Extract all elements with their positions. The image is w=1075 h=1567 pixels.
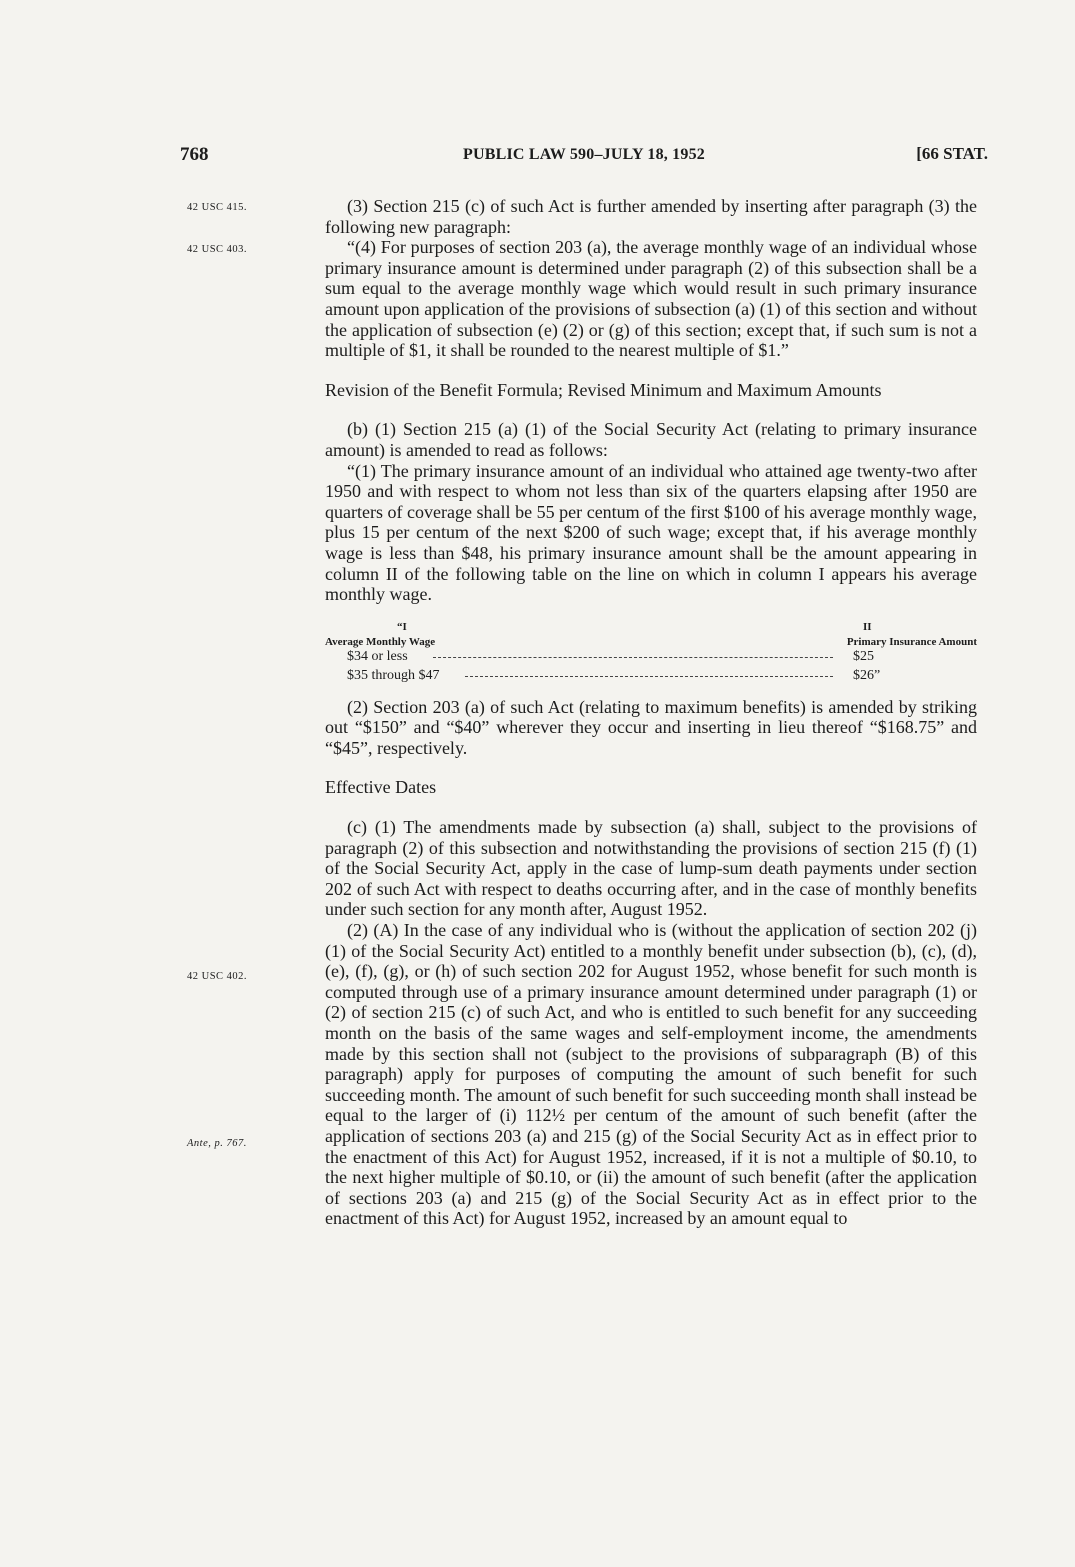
page-title: PUBLIC LAW 590–JULY 18, 1952 (463, 146, 705, 163)
paragraph-4-quoted: “(4) For purposes of section 203 (a), the average monthly wage of an individual whose primary insurance amount is determined under paragraph (2) of this subsection shall be a sum equal to the average monthly wage which would result in such primary insurance amount upon application of the provisions of subsection (a) (1) of this section and without the application of subsection (e) (2) or (g) of this section; except that, if such sum is not a multiple of $1, it shall be rounded to the nearest multiple of $1.” (325, 237, 977, 361)
statute-reference: [66 STAT. (916, 144, 988, 163)
table-cell-wage: $35 through $47 (347, 667, 440, 683)
leader-dots (465, 676, 833, 677)
margin-note-usc-402: 42 USC 402. (187, 971, 248, 982)
page-number: 768 (180, 144, 209, 165)
table-cell-amount: $25 (853, 648, 874, 664)
paragraph-c2a: (2) (A) In the case of any individual who is (without the application of section 202 (j) (1) of the Social Security Act) entitled to a monthly benefit under subsection (b), (c), (d), (e), (f), (g), or (h) of such section 202 for August 1952, whose benefit for such month is computed through use of a primary insurance amount determined under paragraph (1) or (2) of section 215 (c) of such Act, and who is entitled to such benefit for any succeeding month on the basis of the same wages and self-employment income, the amendments made by this section shall not (subject to the provisions of subparagraph (B) of this paragraph) apply for purposes of computing the amount of such benefit for such succeeding month. The amount of such benefit for such succeeding month shall instead be equal to the larger of (i) 112½ per centum of the amount of such benefit (after the application of sections 203 (a) and 215 (g) of the Social Security Act as in effect prior to the enactment of this Act) for August 1952, increased, if it is not a multiple of $0.10, to the next higher multiple of $0.10, or (ii) the amount of such benefit (after the application of sections 203 (a) and 215 (g) of the Social Security Act as in effect prior to the enactment of this Act) for August 1952, increased by an amount equal to (325, 920, 977, 1229)
table-cell-amount: $26” (853, 667, 881, 683)
paragraph-b1-quoted: “(1) The primary insurance amount of an individual who attained age twenty-two after 1950 and with respect to whom not less than six of the quarters elapsing after 1950 are quarters of coverage shall be 55 per centum of the first $100 of his average monthly wage, plus 15 per centum of the next $200 of such wage; except that, if his average monthly wage is less than $48, his primary insurance amount shall be the amount appearing in column II of the following table on the line on which in column I appears his average monthly wage. (325, 460, 977, 605)
table-cell-wage: $34 or less (347, 648, 408, 664)
paragraph-b1: (b) (1) Section 215 (a) (1) of the Social Security Act (relating to primary insurance amount) is amended to read as follows: (325, 419, 977, 460)
page-header (180, 144, 988, 170)
body-text (325, 196, 977, 1229)
margin-note-ante: Ante, p. 767. (187, 1138, 247, 1149)
margin-note-usc-415: 42 USC 415. (187, 202, 248, 213)
leader-dots (433, 657, 833, 658)
paragraph-c1: (c) (1) The amendments made by subsection (a) shall, subject to the provisions of paragraph (2) of this subsection and notwithstanding the provisions of section 215 (f) (1) of the Social Security Act, apply in the case of lump-sum death payments under section 202 of such Act with respect to deaths occurring after, and in the case of monthly benefits under such section for any month after, August 1952. (325, 817, 977, 920)
table-header-wage: Average Monthly Wage (325, 635, 436, 648)
margin-note-usc-403: 42 USC 403. (187, 244, 248, 255)
section-heading-effective-dates: Effective Dates (325, 777, 437, 798)
table-row (325, 666, 977, 685)
table-header-amount: Primary Insurance Amount (846, 635, 977, 648)
benefit-table (325, 617, 977, 685)
table-column-number-1: “I (397, 620, 407, 633)
paragraph-b2: (2) Section 203 (a) of such Act (relating to maximum benefits) is amended by striking out “$150” and “$40” wherever they occur and inserting in lieu thereof “$168.75” and “$45”, respectively. (325, 696, 977, 758)
section-heading-revision: Revision of the Benefit Formula; Revised Minimum and Maximum Amounts (325, 379, 882, 400)
paragraph-3: (3) Section 215 (c) of such Act is further amended by inserting after paragraph (3) the following new paragraph: (325, 196, 977, 237)
table-column-number-2: II (863, 620, 872, 633)
table-row (325, 647, 977, 666)
